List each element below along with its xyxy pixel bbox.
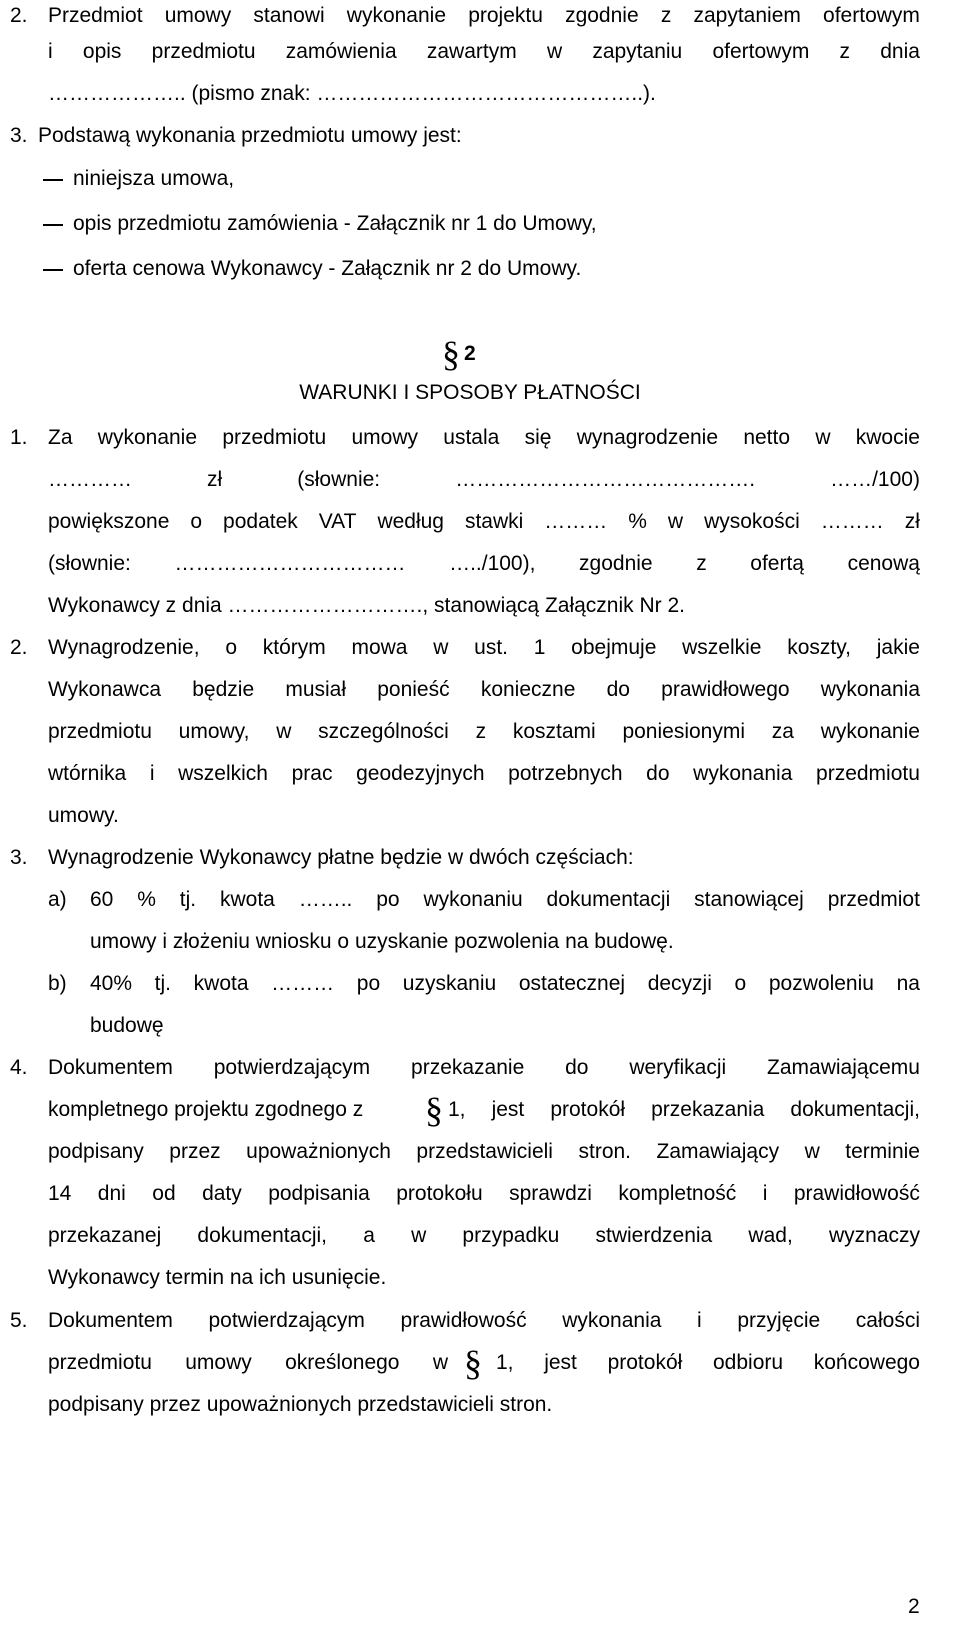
word: a bbox=[363, 1224, 375, 1247]
word: jest bbox=[544, 1351, 577, 1374]
word: ……… bbox=[820, 510, 884, 533]
word: wykonania bbox=[562, 1309, 662, 1332]
word: ……/100) bbox=[830, 468, 920, 491]
word: kwota bbox=[193, 972, 249, 995]
word: w bbox=[804, 1140, 820, 1163]
p5-line-3: podpisany przez upoważnionych przedstawicieli stron. bbox=[48, 1393, 553, 1416]
p3-number: 3. bbox=[10, 846, 28, 869]
word: protokół bbox=[550, 1098, 626, 1121]
word: zgodnie bbox=[565, 4, 639, 27]
word: podpisany bbox=[48, 1140, 144, 1163]
p3-b-label: b) bbox=[48, 972, 67, 995]
p3-a-label: a) bbox=[48, 888, 67, 911]
word: umowy bbox=[351, 426, 419, 449]
word: na bbox=[896, 972, 920, 995]
word: netto bbox=[743, 426, 791, 449]
word: % bbox=[137, 888, 156, 911]
word: weryfikacji bbox=[629, 1056, 727, 1079]
p4-line-1 bbox=[48, 1055, 920, 1081]
word: 40% bbox=[90, 972, 133, 995]
word: i bbox=[48, 40, 53, 63]
word: pozwoleniu bbox=[768, 972, 874, 995]
word: umowy bbox=[164, 4, 232, 27]
word: opis bbox=[82, 40, 122, 63]
p3-a-line-2: umowy i złożeniu wniosku o uzyskanie pozwolenia na budowę. bbox=[90, 930, 674, 953]
word: ofertowym bbox=[712, 40, 810, 63]
word: i bbox=[697, 1309, 702, 1332]
word: kosztami bbox=[512, 720, 596, 743]
word: ……………………………………. bbox=[455, 468, 756, 491]
word: przedmiotu bbox=[48, 720, 152, 743]
word: tj. bbox=[179, 888, 197, 911]
word: do bbox=[606, 678, 630, 701]
word: zł bbox=[904, 510, 920, 533]
word: 1 bbox=[533, 636, 546, 659]
word: ……… bbox=[544, 510, 608, 533]
word: ofertowym bbox=[823, 4, 920, 27]
p2-number: 2. bbox=[10, 636, 28, 659]
word: którym bbox=[262, 636, 326, 659]
word: się bbox=[524, 426, 552, 449]
word: wtórnika bbox=[48, 762, 127, 785]
word: po bbox=[376, 888, 400, 911]
word: przypadku bbox=[462, 1224, 560, 1247]
bullet-item: oferta cenowa Wykonawcy - Załącznik nr 2 do Umowy. bbox=[73, 257, 582, 280]
p5-line-2-start bbox=[48, 1350, 448, 1376]
word: umowy bbox=[185, 1351, 252, 1374]
word: protokołu bbox=[396, 1182, 483, 1205]
word: kompletność bbox=[618, 1182, 737, 1205]
word: przedmiotu bbox=[151, 40, 256, 63]
word: wykonania bbox=[820, 678, 920, 701]
word: dni bbox=[97, 1182, 126, 1205]
item-2-line-3: ……………….. (pismo znak: ………………………………………..). bbox=[48, 82, 656, 105]
word: daty bbox=[202, 1182, 242, 1205]
word: wad, bbox=[748, 1224, 793, 1247]
word: wykonanie bbox=[820, 720, 920, 743]
word: …../100), bbox=[449, 552, 536, 575]
word: z bbox=[839, 40, 851, 63]
word: musiał bbox=[285, 678, 347, 701]
word: umowy, bbox=[178, 720, 250, 743]
word: Dokumentem bbox=[48, 1056, 173, 1079]
word: wykonanie bbox=[346, 4, 447, 27]
word: (słownie: bbox=[297, 468, 381, 491]
p3-b-line-2: budowę bbox=[90, 1014, 164, 1037]
word: wykonaniu bbox=[423, 888, 523, 911]
word: …….. bbox=[298, 888, 353, 911]
word: całości bbox=[855, 1309, 920, 1332]
word: do bbox=[565, 1056, 589, 1079]
word: Za bbox=[48, 426, 73, 449]
word: Zamawiający bbox=[656, 1140, 780, 1163]
word: Wynagrodzenie, bbox=[48, 636, 200, 659]
word: zapytaniu bbox=[592, 40, 683, 63]
word: ust. bbox=[474, 636, 508, 659]
word: stawki bbox=[464, 510, 524, 533]
p1-line-3 bbox=[48, 509, 920, 535]
word: końcowego bbox=[813, 1351, 920, 1374]
item-3-number: 3. bbox=[10, 124, 28, 147]
word: w bbox=[276, 720, 292, 743]
word: prac bbox=[291, 762, 333, 785]
word: …………………………… bbox=[174, 552, 406, 575]
word: ponieść bbox=[377, 678, 450, 701]
word: 1, bbox=[448, 1098, 466, 1121]
word: przedstawicieli bbox=[416, 1140, 553, 1163]
dash-bullet-icon bbox=[43, 224, 63, 226]
p4-line-2-start: kompletnego projektu zgodnego z bbox=[48, 1098, 364, 1121]
p2-line-1 bbox=[48, 635, 920, 661]
word: stanowi bbox=[253, 4, 325, 27]
word: przedmiotu bbox=[222, 426, 327, 449]
word: wszelkie bbox=[682, 636, 762, 659]
word: w bbox=[433, 636, 449, 659]
dash-bullet-icon bbox=[43, 179, 63, 181]
word: kwota bbox=[219, 888, 275, 911]
word: tj. bbox=[154, 972, 172, 995]
word: ofertą bbox=[750, 552, 804, 575]
word: wykonanie bbox=[97, 426, 198, 449]
item-2-line-2 bbox=[48, 39, 920, 65]
word: Zamawiającemu bbox=[767, 1056, 920, 1079]
word: z bbox=[660, 4, 672, 27]
word: stwierdzenia bbox=[595, 1224, 713, 1247]
p5-line-2-end bbox=[496, 1350, 920, 1376]
word: według bbox=[377, 510, 444, 533]
p5-number: 5. bbox=[10, 1309, 28, 1332]
p2-line-2 bbox=[48, 677, 920, 703]
word: terminie bbox=[845, 1140, 920, 1163]
bullet-item: opis przedmiotu zamówienia - Załącznik nr 1 do Umowy, bbox=[73, 212, 597, 235]
section-symbol: § bbox=[425, 1090, 443, 1130]
section-symbol: § bbox=[464, 1343, 482, 1383]
word: w bbox=[411, 1224, 427, 1247]
p3-b-line-1 bbox=[90, 971, 920, 997]
word: wszelkich bbox=[178, 762, 268, 785]
word: uzyskaniu bbox=[402, 972, 497, 995]
p1-line-1 bbox=[48, 425, 920, 451]
word: 1, bbox=[496, 1351, 514, 1374]
word: do bbox=[646, 762, 670, 785]
word: ………… bbox=[48, 468, 132, 491]
word: VAT bbox=[318, 510, 357, 533]
word: za bbox=[771, 720, 794, 743]
word: w bbox=[815, 426, 831, 449]
word: jest bbox=[491, 1098, 525, 1121]
word: Dokumentem bbox=[48, 1309, 173, 1332]
word: przedmiot bbox=[827, 888, 920, 911]
word: zawartym bbox=[426, 40, 517, 63]
word: przedmiotu bbox=[816, 762, 920, 785]
word: po bbox=[356, 972, 381, 995]
word: przekazanie bbox=[411, 1056, 525, 1079]
word: prawidłowość bbox=[400, 1309, 527, 1332]
word: podatek bbox=[223, 510, 298, 533]
word: dnia bbox=[880, 40, 920, 63]
word: przyjęcie bbox=[737, 1309, 821, 1332]
word: i bbox=[149, 762, 155, 785]
p1-number: 1. bbox=[10, 426, 28, 449]
word: określonego bbox=[285, 1351, 400, 1374]
word: i bbox=[762, 1182, 768, 1205]
word: od bbox=[152, 1182, 176, 1205]
item-2-number: 2. bbox=[10, 4, 28, 27]
word: obejmuje bbox=[571, 636, 657, 659]
word: protokół bbox=[607, 1351, 683, 1374]
item-3-text: Podstawą wykonania przedmiotu umowy jest: bbox=[38, 124, 462, 147]
word: stron. bbox=[578, 1140, 632, 1163]
word: (słownie: bbox=[48, 552, 131, 575]
word: koszty, bbox=[787, 636, 852, 659]
page-number: 2 bbox=[908, 1595, 920, 1618]
word: potwierdzającym bbox=[208, 1309, 365, 1332]
section-number: 2 bbox=[464, 342, 476, 365]
word: powiększone bbox=[48, 510, 170, 533]
dash-bullet-icon bbox=[43, 269, 63, 271]
word: sprawdzi bbox=[509, 1182, 592, 1205]
word: wyznaczy bbox=[828, 1224, 920, 1247]
word: poniesionymi bbox=[622, 720, 746, 743]
word: Przedmiot bbox=[48, 4, 143, 27]
section-title: WARUNKI I SPOSOBY PŁATNOŚCI bbox=[299, 381, 641, 404]
word: % bbox=[628, 510, 647, 533]
p1-line-5: Wykonawcy z dnia ………………………., stanowiącą Załącznik Nr 2. bbox=[48, 594, 685, 617]
word: wysokości bbox=[704, 510, 800, 533]
word: ……… bbox=[271, 972, 335, 995]
word: zamówienia bbox=[285, 40, 397, 63]
section-symbol: § bbox=[442, 334, 460, 374]
word: będzie bbox=[192, 678, 255, 701]
word: dokumentacji, bbox=[790, 1098, 920, 1121]
word: dokumentacji, bbox=[197, 1224, 327, 1247]
word: z bbox=[696, 552, 707, 575]
p1-line-4 bbox=[48, 551, 920, 577]
word: o bbox=[190, 510, 203, 533]
word: 14 bbox=[48, 1182, 72, 1205]
word: wykonania bbox=[693, 762, 793, 785]
word: mowa bbox=[351, 636, 408, 659]
word: prawidłowość bbox=[793, 1182, 920, 1205]
item-2-line-1 bbox=[48, 3, 920, 29]
p2-line-5: umowy. bbox=[48, 804, 119, 827]
p4-line-2-end bbox=[448, 1097, 920, 1123]
p3-a-line-1 bbox=[90, 887, 920, 913]
word: przekazanej bbox=[48, 1224, 162, 1247]
p4-line-4 bbox=[48, 1181, 920, 1207]
word: projektu bbox=[468, 4, 543, 27]
word: potrzebnych bbox=[508, 762, 623, 785]
word: wynagrodzenie bbox=[576, 426, 719, 449]
word: stanowiącej bbox=[694, 888, 804, 911]
p4-line-3 bbox=[48, 1139, 920, 1165]
word: konieczne bbox=[480, 678, 576, 701]
word: ustala bbox=[443, 426, 500, 449]
word: w bbox=[546, 40, 563, 63]
word: o bbox=[734, 972, 747, 995]
word: prawidłowego bbox=[661, 678, 790, 701]
word: cenową bbox=[847, 552, 920, 575]
word: dokumentacji bbox=[546, 888, 671, 911]
word: zgodnie bbox=[579, 552, 653, 575]
p4-number: 4. bbox=[10, 1056, 28, 1079]
word: ostatecznej bbox=[518, 972, 626, 995]
p2-line-3 bbox=[48, 719, 920, 745]
p3-text: Wynagrodzenie Wykonawcy płatne będzie w dwóch częściach: bbox=[48, 846, 634, 869]
p2-line-4 bbox=[48, 761, 920, 787]
word: jakie bbox=[876, 636, 920, 659]
bullet-item: niniejsza umowa, bbox=[73, 167, 235, 190]
word: decyzji bbox=[647, 972, 712, 995]
word: upoważnionych bbox=[246, 1140, 391, 1163]
p4-line-5 bbox=[48, 1223, 920, 1249]
word: zapytaniem bbox=[693, 4, 801, 27]
word: o bbox=[225, 636, 237, 659]
word: przedmiotu bbox=[48, 1351, 152, 1374]
p4-line-6: Wykonawcy termin na ich usunięcie. bbox=[48, 1266, 387, 1289]
word: odbioru bbox=[712, 1351, 784, 1374]
word: 60 bbox=[90, 888, 114, 911]
word: przez bbox=[169, 1140, 221, 1163]
word: potwierdzającym bbox=[213, 1056, 371, 1079]
word: podpisania bbox=[268, 1182, 370, 1205]
p1-line-2 bbox=[48, 467, 920, 493]
word: z bbox=[475, 720, 487, 743]
word: zł bbox=[207, 468, 223, 491]
word: w bbox=[432, 1351, 448, 1374]
word: przekazania bbox=[651, 1098, 765, 1121]
word: w bbox=[667, 510, 684, 533]
word: geodezyjnych bbox=[356, 762, 485, 785]
word: Wykonawca bbox=[48, 678, 162, 701]
word: kwocie bbox=[855, 426, 920, 449]
p5-line-1 bbox=[48, 1308, 920, 1334]
word: szczególności bbox=[318, 720, 449, 743]
